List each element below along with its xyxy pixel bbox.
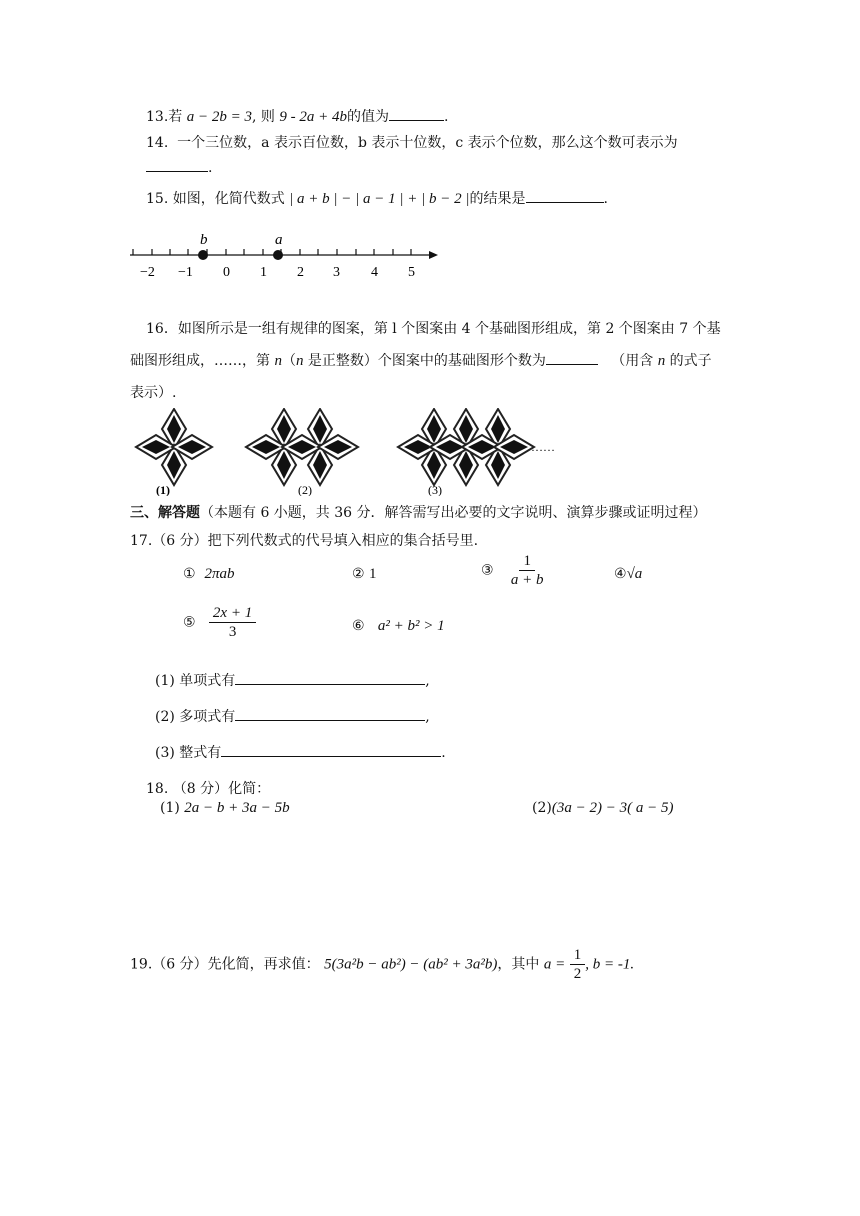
fraction: $\frac{1}{a + b}$ — [510, 553, 544, 588]
fraction-half: $\frac{1}{2}$ — [570, 946, 586, 983]
tick-label: −1 — [178, 265, 193, 280]
pattern-figures — [128, 408, 578, 496]
tick-label: 3 — [333, 265, 340, 280]
point-b — [198, 250, 208, 260]
tick-label: 0 — [223, 265, 230, 280]
question-16-line1: 16．如图所示是一组有规律的图案，第 l 个图案由 4 个基础图形组成，第 2 个图案由 7 个基 — [146, 321, 721, 337]
q17-sub1: (1) 单项式有 , — [155, 670, 430, 690]
question-18-head: 18. （8 分）化简： — [146, 781, 271, 797]
question-16-line2: 础图形组成，……，第 n（n 是正整数）个图案中的基础图形个数为 （用含 n 的式子 — [130, 350, 712, 370]
point-a — [273, 250, 283, 260]
tick-label: 1 — [260, 265, 267, 280]
section-3-heading: 三、解答题（本题有 6 小题，共 36 分．解答需写出必要的文字说明、演算步骤或证明过程） — [130, 505, 707, 521]
question-17-head: 17.（6 分）把下列代数式的代号填入相应的集合括号里. — [130, 533, 479, 549]
equation: a − 2b = 3 — [186, 109, 252, 125]
expression: 9 - 2a + 4b — [279, 109, 347, 125]
item-5: ⑤ $\frac{2x + 1}{3}$ — [183, 604, 256, 641]
tick-label: −2 — [140, 265, 155, 280]
tick-label: 5 — [408, 265, 415, 280]
question-16-line3: 表示）. — [130, 385, 177, 401]
answer-blank[interactable] — [546, 350, 598, 365]
question-14-blank-line: . — [146, 157, 212, 176]
answer-blank[interactable] — [235, 706, 425, 721]
item-3: ③ $\frac{1}{a + b}$ — [481, 552, 548, 589]
question-13: 13.若 a − 2b = 3, 则 9 - 2a + 4b的值为 . — [146, 106, 448, 126]
answer-blank[interactable] — [146, 157, 208, 172]
expression: | a + b | − | a − 1 | + | b − 2 | — [289, 191, 470, 207]
item-4: ④√a — [614, 566, 643, 582]
question-19: 19.（6 分）先化简，再求值： 5(3a²b − ab²) − (ab² + 3a²b)，其中 a = $\frac{1}{2}$ , b = -1. — [130, 947, 635, 982]
pattern-figure-2 — [246, 409, 358, 485]
item-1: ① 2πab — [183, 566, 235, 582]
answer-blank[interactable] — [389, 106, 444, 121]
figure-caption: (3) — [428, 483, 442, 496]
point-label-a: a — [275, 232, 283, 248]
q18-part2: (2)(3a − 2) − 3( a − 5) — [532, 800, 674, 816]
fraction: $\frac{2x + 1}{3}$ — [209, 604, 256, 641]
continuation-dots: …… — [531, 440, 555, 454]
pattern-figure-1 — [136, 409, 212, 485]
tick-label: 2 — [297, 265, 304, 280]
answer-blank[interactable] — [221, 742, 441, 757]
item-6: ⑥ a² + b² > 1 — [352, 618, 445, 634]
question-14: 14. 一个三位数，a 表示百位数，b 表示十位数，c 表示个位数，那么这个数可表示为 — [146, 135, 678, 151]
tick-label: 4 — [371, 265, 378, 280]
expression: 5(3a²b − ab²) − (ab² + 3a²b) — [324, 956, 498, 973]
figure-caption: (2) — [298, 483, 312, 496]
figure-caption: (1) — [156, 483, 170, 496]
q17-sub2: (2) 多项式有 , — [155, 706, 430, 726]
q18-part1: (1) 2a − b + 3a − 5b — [160, 800, 290, 816]
q17-sub3: (3) 整式有 . — [155, 742, 446, 762]
number-line — [126, 228, 446, 288]
item-2: ② 1 — [352, 566, 377, 582]
pattern-figure-3 — [398, 409, 534, 485]
point-label-b: b — [200, 232, 208, 248]
answer-blank[interactable] — [235, 670, 425, 685]
question-15: 15. 如图，化简代数式 | a + b | − | a − 1 | + | b − 2 |的结果是 . — [146, 188, 608, 208]
answer-blank[interactable] — [526, 188, 604, 203]
